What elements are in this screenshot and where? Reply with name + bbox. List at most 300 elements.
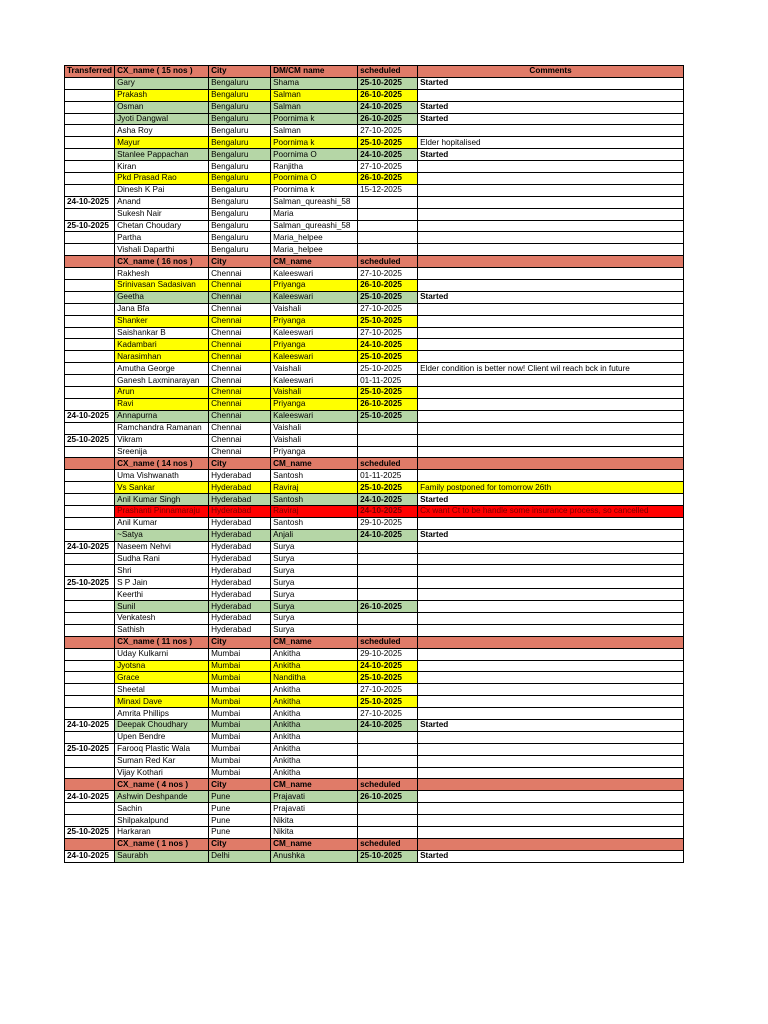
scheduled-cell[interactable]: 01-11-2025	[358, 470, 418, 482]
cx-name-cell[interactable]: Farooq Plastic Wala	[115, 743, 209, 755]
cm-name-cell[interactable]: Ankitha	[271, 743, 358, 755]
transferred-cell[interactable]	[65, 375, 115, 387]
column-header-cx-name[interactable]: CX_name ( 15 nos )	[115, 66, 209, 78]
scheduled-cell[interactable]: 24-10-2025	[358, 505, 418, 517]
city-cell[interactable]: Bengaluru	[209, 125, 271, 137]
city-cell[interactable]: Pune	[209, 791, 271, 803]
transferred-cell[interactable]	[65, 672, 115, 684]
scheduled-cell[interactable]: 25-10-2025	[358, 137, 418, 149]
city-cell[interactable]: Mumbai	[209, 696, 271, 708]
city-cell[interactable]: Bengaluru	[209, 137, 271, 149]
city-cell[interactable]: City	[209, 458, 271, 470]
comment-cell[interactable]: Started	[418, 149, 684, 161]
scheduled-cell[interactable]: 29-10-2025	[358, 648, 418, 660]
scheduled-cell[interactable]: scheduled	[358, 838, 418, 850]
comment-cell[interactable]	[418, 612, 684, 624]
cx-name-cell[interactable]: CX_name ( 11 nos )	[115, 636, 209, 648]
comment-cell[interactable]	[418, 184, 684, 196]
cx-name-cell[interactable]: Suman Red Kar	[115, 755, 209, 767]
cm-name-cell[interactable]: Vaishali	[271, 303, 358, 315]
cm-name-cell[interactable]: Nikita	[271, 827, 358, 839]
comment-cell[interactable]	[418, 791, 684, 803]
cm-name-cell[interactable]: Vaishali	[271, 387, 358, 399]
scheduled-cell[interactable]: 15-12-2025	[358, 184, 418, 196]
cm-name-cell[interactable]: Ankitha	[271, 696, 358, 708]
cm-name-cell[interactable]: Ankitha	[271, 708, 358, 720]
city-cell[interactable]: Bengaluru	[209, 184, 271, 196]
comment-cell[interactable]	[418, 173, 684, 185]
scheduled-cell[interactable]	[358, 434, 418, 446]
cm-name-cell[interactable]: Vaishali	[271, 363, 358, 375]
comment-cell[interactable]	[418, 232, 684, 244]
scheduled-cell[interactable]: 29-10-2025	[358, 517, 418, 529]
cx-name-cell[interactable]: Venkatesh	[115, 612, 209, 624]
city-cell[interactable]: Bengaluru	[209, 101, 271, 113]
comment-cell[interactable]	[418, 696, 684, 708]
scheduled-cell[interactable]: 27-10-2025	[358, 303, 418, 315]
comment-cell[interactable]	[418, 458, 684, 470]
transferred-cell[interactable]	[65, 589, 115, 601]
cm-name-cell[interactable]: Ankitha	[271, 648, 358, 660]
cx-name-cell[interactable]: Chetan Choudary	[115, 220, 209, 232]
comment-cell[interactable]	[418, 755, 684, 767]
scheduled-cell[interactable]	[358, 422, 418, 434]
cm-name-cell[interactable]: Surya	[271, 624, 358, 636]
city-cell[interactable]: City	[209, 779, 271, 791]
scheduled-cell[interactable]	[358, 767, 418, 779]
city-cell[interactable]: Bengaluru	[209, 196, 271, 208]
scheduled-cell[interactable]: 27-10-2025	[358, 684, 418, 696]
comment-cell[interactable]	[418, 779, 684, 791]
city-cell[interactable]: Bengaluru	[209, 149, 271, 161]
scheduled-cell[interactable]: 24-10-2025	[358, 494, 418, 506]
scheduled-cell[interactable]: 27-10-2025	[358, 708, 418, 720]
cx-name-cell[interactable]: Partha	[115, 232, 209, 244]
cm-name-cell[interactable]: Nanditha	[271, 672, 358, 684]
scheduled-cell[interactable]	[358, 232, 418, 244]
comment-cell[interactable]	[418, 815, 684, 827]
cx-name-cell[interactable]: Stanlee Pappachan	[115, 149, 209, 161]
cm-name-cell[interactable]: Raviraj	[271, 505, 358, 517]
cx-name-cell[interactable]: Saishankar B	[115, 327, 209, 339]
city-cell[interactable]: Chennai	[209, 280, 271, 292]
cm-name-cell[interactable]: Anjali	[271, 529, 358, 541]
scheduled-cell[interactable]: 25-10-2025	[358, 410, 418, 422]
cm-name-cell[interactable]: CM_name	[271, 256, 358, 268]
scheduled-cell[interactable]: 27-10-2025	[358, 327, 418, 339]
scheduled-cell[interactable]: scheduled	[358, 458, 418, 470]
cm-name-cell[interactable]: Maria_helpee	[271, 244, 358, 256]
comment-cell[interactable]	[418, 601, 684, 613]
comment-cell[interactable]	[418, 422, 684, 434]
scheduled-cell[interactable]	[358, 624, 418, 636]
transferred-cell[interactable]	[65, 446, 115, 458]
transferred-cell[interactable]	[65, 529, 115, 541]
scheduled-cell[interactable]: 26-10-2025	[358, 280, 418, 292]
transferred-cell[interactable]	[65, 458, 115, 470]
transferred-cell[interactable]	[65, 173, 115, 185]
comment-cell[interactable]	[418, 89, 684, 101]
comment-cell[interactable]	[418, 803, 684, 815]
cm-name-cell[interactable]: Ankitha	[271, 755, 358, 767]
scheduled-cell[interactable]: 24-10-2025	[358, 149, 418, 161]
scheduled-cell[interactable]: 25-10-2025	[358, 672, 418, 684]
city-cell[interactable]: Hyderabad	[209, 612, 271, 624]
cx-name-cell[interactable]: Upen Bendre	[115, 731, 209, 743]
comment-cell[interactable]: Started	[418, 77, 684, 89]
transferred-cell[interactable]	[65, 184, 115, 196]
cx-name-cell[interactable]: Kiran	[115, 161, 209, 173]
scheduled-cell[interactable]	[358, 553, 418, 565]
scheduled-cell[interactable]	[358, 612, 418, 624]
city-cell[interactable]: Mumbai	[209, 660, 271, 672]
city-cell[interactable]: Mumbai	[209, 684, 271, 696]
transferred-cell[interactable]	[65, 303, 115, 315]
city-cell[interactable]: Mumbai	[209, 755, 271, 767]
city-cell[interactable]: Pune	[209, 827, 271, 839]
scheduled-cell[interactable]: scheduled	[358, 636, 418, 648]
cm-name-cell[interactable]: Surya	[271, 589, 358, 601]
cx-name-cell[interactable]: CX_name ( 16 nos )	[115, 256, 209, 268]
cm-name-cell[interactable]: Kaleeswari	[271, 327, 358, 339]
cm-name-cell[interactable]: Prajavati	[271, 791, 358, 803]
comment-cell[interactable]: Started	[418, 529, 684, 541]
cm-name-cell[interactable]: Vaishali	[271, 422, 358, 434]
transferred-cell[interactable]: 25-10-2025	[65, 577, 115, 589]
cx-name-cell[interactable]: Minaxi Dave	[115, 696, 209, 708]
comment-cell[interactable]	[418, 327, 684, 339]
transferred-cell[interactable]: 24-10-2025	[65, 719, 115, 731]
scheduled-cell[interactable]: 24-10-2025	[358, 339, 418, 351]
scheduled-cell[interactable]: 25-10-2025	[358, 77, 418, 89]
scheduled-cell[interactable]	[358, 244, 418, 256]
city-cell[interactable]: City	[209, 838, 271, 850]
scheduled-cell[interactable]: 24-10-2025	[358, 529, 418, 541]
cm-name-cell[interactable]: Anushka	[271, 850, 358, 862]
scheduled-cell[interactable]: 26-10-2025	[358, 398, 418, 410]
city-cell[interactable]: Hyderabad	[209, 624, 271, 636]
transferred-cell[interactable]	[65, 505, 115, 517]
city-cell[interactable]: Chennai	[209, 351, 271, 363]
transferred-cell[interactable]	[65, 494, 115, 506]
comment-cell[interactable]	[418, 470, 684, 482]
column-header-city[interactable]: City	[209, 66, 271, 78]
comment-cell[interactable]	[418, 339, 684, 351]
city-cell[interactable]: Bengaluru	[209, 208, 271, 220]
cm-name-cell[interactable]: Nikita	[271, 815, 358, 827]
cx-name-cell[interactable]: Keerthi	[115, 589, 209, 601]
cm-name-cell[interactable]: Salman	[271, 101, 358, 113]
transferred-cell[interactable]	[65, 77, 115, 89]
cm-name-cell[interactable]: Priyanga	[271, 446, 358, 458]
column-header-scheduled[interactable]: scheduled	[358, 66, 418, 78]
city-cell[interactable]: Hyderabad	[209, 482, 271, 494]
comment-cell[interactable]	[418, 648, 684, 660]
city-cell[interactable]: Chennai	[209, 422, 271, 434]
city-cell[interactable]: Bengaluru	[209, 77, 271, 89]
scheduled-cell[interactable]: 24-10-2025	[358, 101, 418, 113]
city-cell[interactable]: Chennai	[209, 375, 271, 387]
city-cell[interactable]: Chennai	[209, 268, 271, 280]
city-cell[interactable]: Chennai	[209, 327, 271, 339]
scheduled-cell[interactable]: 26-10-2025	[358, 791, 418, 803]
cx-name-cell[interactable]: CX_name ( 1 nos )	[115, 838, 209, 850]
cx-name-cell[interactable]: Osman	[115, 101, 209, 113]
cx-name-cell[interactable]: Jyotsna	[115, 660, 209, 672]
city-cell[interactable]: Bengaluru	[209, 232, 271, 244]
transferred-cell[interactable]	[65, 601, 115, 613]
city-cell[interactable]: City	[209, 256, 271, 268]
cx-name-cell[interactable]: Dinesh K Pai	[115, 184, 209, 196]
city-cell[interactable]: Mumbai	[209, 743, 271, 755]
transferred-cell[interactable]	[65, 351, 115, 363]
cm-name-cell[interactable]: Salman	[271, 125, 358, 137]
comment-cell[interactable]	[418, 743, 684, 755]
cm-name-cell[interactable]: CM_name	[271, 458, 358, 470]
cm-name-cell[interactable]: Surya	[271, 541, 358, 553]
scheduled-cell[interactable]	[358, 815, 418, 827]
comment-cell[interactable]: Elder condition is better now! Client wil reach bck in future	[418, 363, 684, 375]
transferred-cell[interactable]	[65, 636, 115, 648]
comment-cell[interactable]	[418, 220, 684, 232]
cx-name-cell[interactable]: Ashwin Deshpande	[115, 791, 209, 803]
cx-name-cell[interactable]: Ganesh Laxminarayan	[115, 375, 209, 387]
scheduled-cell[interactable]: 26-10-2025	[358, 173, 418, 185]
transferred-cell[interactable]: 24-10-2025	[65, 196, 115, 208]
scheduled-cell[interactable]	[358, 803, 418, 815]
cx-name-cell[interactable]: Mayur	[115, 137, 209, 149]
column-header-cm-name[interactable]: DM/CM name	[271, 66, 358, 78]
cx-name-cell[interactable]: Naseem Nehvi	[115, 541, 209, 553]
comment-cell[interactable]	[418, 589, 684, 601]
city-cell[interactable]: Hyderabad	[209, 505, 271, 517]
column-header-transferred[interactable]: Transferred	[65, 66, 115, 78]
comment-cell[interactable]: Started	[418, 113, 684, 125]
transferred-cell[interactable]	[65, 101, 115, 113]
scheduled-cell[interactable]	[358, 565, 418, 577]
comment-cell[interactable]	[418, 375, 684, 387]
scheduled-cell[interactable]: 25-10-2025	[358, 363, 418, 375]
cm-name-cell[interactable]: Priyanga	[271, 315, 358, 327]
city-cell[interactable]: Hyderabad	[209, 541, 271, 553]
comment-cell[interactable]: Cx want Ct to be handle some insurance process, so cancelled	[418, 505, 684, 517]
cm-name-cell[interactable]: Salman	[271, 89, 358, 101]
cx-name-cell[interactable]: Jyoti Dangwal	[115, 113, 209, 125]
scheduled-cell[interactable]: 25-10-2025	[358, 696, 418, 708]
comment-cell[interactable]	[418, 268, 684, 280]
cm-name-cell[interactable]: Salman_qureashi_58	[271, 220, 358, 232]
cm-name-cell[interactable]: Santosh	[271, 494, 358, 506]
transferred-cell[interactable]	[65, 280, 115, 292]
transferred-cell[interactable]	[65, 232, 115, 244]
transferred-cell[interactable]	[65, 838, 115, 850]
city-cell[interactable]: Hyderabad	[209, 529, 271, 541]
scheduled-cell[interactable]: 25-10-2025	[358, 482, 418, 494]
scheduled-cell[interactable]: 27-10-2025	[358, 161, 418, 173]
scheduled-cell[interactable]	[358, 220, 418, 232]
transferred-cell[interactable]	[65, 708, 115, 720]
cm-name-cell[interactable]: Kaleeswari	[271, 410, 358, 422]
cx-name-cell[interactable]: Harkaran	[115, 827, 209, 839]
comment-cell[interactable]: Started	[418, 850, 684, 862]
scheduled-cell[interactable]: 26-10-2025	[358, 113, 418, 125]
cx-name-cell[interactable]: Saurabh	[115, 850, 209, 862]
city-cell[interactable]: Hyderabad	[209, 517, 271, 529]
transferred-cell[interactable]	[65, 470, 115, 482]
transferred-cell[interactable]	[65, 244, 115, 256]
comment-cell[interactable]	[418, 161, 684, 173]
transferred-cell[interactable]	[65, 803, 115, 815]
transferred-cell[interactable]: 24-10-2025	[65, 791, 115, 803]
cx-name-cell[interactable]: Geetha	[115, 291, 209, 303]
scheduled-cell[interactable]: 01-11-2025	[358, 375, 418, 387]
city-cell[interactable]: Hyderabad	[209, 601, 271, 613]
scheduled-cell[interactable]: 25-10-2025	[358, 291, 418, 303]
transferred-cell[interactable]	[65, 612, 115, 624]
comment-cell[interactable]	[418, 280, 684, 292]
column-header-comments[interactable]: Comments	[418, 66, 684, 78]
cm-name-cell[interactable]: Priyanga	[271, 398, 358, 410]
transferred-cell[interactable]	[65, 422, 115, 434]
transferred-cell[interactable]	[65, 624, 115, 636]
cx-name-cell[interactable]: ~Satya	[115, 529, 209, 541]
scheduled-cell[interactable]	[358, 541, 418, 553]
city-cell[interactable]: Bengaluru	[209, 89, 271, 101]
comment-cell[interactable]	[418, 636, 684, 648]
cm-name-cell[interactable]: CM_name	[271, 636, 358, 648]
comment-cell[interactable]	[418, 244, 684, 256]
cx-name-cell[interactable]: Shri	[115, 565, 209, 577]
scheduled-cell[interactable]: 25-10-2025	[358, 850, 418, 862]
cx-name-cell[interactable]: Shilpakalpund	[115, 815, 209, 827]
cm-name-cell[interactable]: Shama	[271, 77, 358, 89]
transferred-cell[interactable]	[65, 291, 115, 303]
transferred-cell[interactable]: 25-10-2025	[65, 827, 115, 839]
city-cell[interactable]: Hyderabad	[209, 553, 271, 565]
cm-name-cell[interactable]: Surya	[271, 577, 358, 589]
city-cell[interactable]: Chennai	[209, 446, 271, 458]
cx-name-cell[interactable]: Deepak Choudhary	[115, 719, 209, 731]
comment-cell[interactable]	[418, 351, 684, 363]
cm-name-cell[interactable]: Kaleeswari	[271, 291, 358, 303]
cm-name-cell[interactable]: Prajavati	[271, 803, 358, 815]
city-cell[interactable]: Delhi	[209, 850, 271, 862]
cx-name-cell[interactable]: Sreenija	[115, 446, 209, 458]
cm-name-cell[interactable]: Ankitha	[271, 767, 358, 779]
cx-name-cell[interactable]: Prashanti Pinnamaraju	[115, 505, 209, 517]
comment-cell[interactable]	[418, 387, 684, 399]
comment-cell[interactable]	[418, 565, 684, 577]
cm-name-cell[interactable]: Maria	[271, 208, 358, 220]
scheduled-cell[interactable]: 27-10-2025	[358, 268, 418, 280]
scheduled-cell[interactable]	[358, 577, 418, 589]
scheduled-cell[interactable]	[358, 446, 418, 458]
transferred-cell[interactable]: 25-10-2025	[65, 220, 115, 232]
cx-name-cell[interactable]: Srinivasan Sadasivan	[115, 280, 209, 292]
cx-name-cell[interactable]: Kadambari	[115, 339, 209, 351]
transferred-cell[interactable]	[65, 387, 115, 399]
cx-name-cell[interactable]: Rakhesh	[115, 268, 209, 280]
city-cell[interactable]: Chennai	[209, 303, 271, 315]
city-cell[interactable]: Hyderabad	[209, 565, 271, 577]
cm-name-cell[interactable]: Raviraj	[271, 482, 358, 494]
cm-name-cell[interactable]: Poornima O	[271, 149, 358, 161]
cm-name-cell[interactable]: Surya	[271, 553, 358, 565]
transferred-cell[interactable]	[65, 137, 115, 149]
cx-name-cell[interactable]: Amrita Phillips	[115, 708, 209, 720]
transferred-cell[interactable]	[65, 113, 115, 125]
comment-cell[interactable]	[418, 553, 684, 565]
city-cell[interactable]: Mumbai	[209, 708, 271, 720]
comment-cell[interactable]	[418, 672, 684, 684]
cm-name-cell[interactable]: CM_name	[271, 838, 358, 850]
cm-name-cell[interactable]: Ankitha	[271, 731, 358, 743]
scheduled-cell[interactable]: 24-10-2025	[358, 660, 418, 672]
city-cell[interactable]: Bengaluru	[209, 161, 271, 173]
transferred-cell[interactable]	[65, 363, 115, 375]
cx-name-cell[interactable]: Vijay Kothari	[115, 767, 209, 779]
cm-name-cell[interactable]: Surya	[271, 612, 358, 624]
transferred-cell[interactable]	[65, 696, 115, 708]
comment-cell[interactable]	[418, 446, 684, 458]
scheduled-cell[interactable]: 25-10-2025	[358, 351, 418, 363]
cx-name-cell[interactable]: Sachin	[115, 803, 209, 815]
scheduled-cell[interactable]	[358, 743, 418, 755]
scheduled-cell[interactable]: 25-10-2025	[358, 387, 418, 399]
comment-cell[interactable]	[418, 434, 684, 446]
comment-cell[interactable]: Started	[418, 494, 684, 506]
comment-cell[interactable]	[418, 660, 684, 672]
transferred-cell[interactable]	[65, 565, 115, 577]
cx-name-cell[interactable]: Shanker	[115, 315, 209, 327]
comment-cell[interactable]: Started	[418, 101, 684, 113]
city-cell[interactable]: Mumbai	[209, 719, 271, 731]
cm-name-cell[interactable]: Kaleeswari	[271, 375, 358, 387]
cx-name-cell[interactable]: Jana Bfa	[115, 303, 209, 315]
cm-name-cell[interactable]: Surya	[271, 565, 358, 577]
comment-cell[interactable]	[418, 410, 684, 422]
cx-name-cell[interactable]: Anil Kumar Singh	[115, 494, 209, 506]
scheduled-cell[interactable]	[358, 208, 418, 220]
cm-name-cell[interactable]: Poornima k	[271, 137, 358, 149]
transferred-cell[interactable]	[65, 684, 115, 696]
scheduled-cell[interactable]	[358, 827, 418, 839]
cx-name-cell[interactable]: Uma Vishwanath	[115, 470, 209, 482]
cx-name-cell[interactable]: S P Jain	[115, 577, 209, 589]
cm-name-cell[interactable]: CM_name	[271, 779, 358, 791]
transferred-cell[interactable]	[65, 327, 115, 339]
cm-name-cell[interactable]: Santosh	[271, 517, 358, 529]
comment-cell[interactable]	[418, 196, 684, 208]
cx-name-cell[interactable]: Narasimhan	[115, 351, 209, 363]
city-cell[interactable]: Hyderabad	[209, 494, 271, 506]
cx-name-cell[interactable]: Vs Sankar	[115, 482, 209, 494]
transferred-cell[interactable]	[65, 339, 115, 351]
transferred-cell[interactable]: 25-10-2025	[65, 743, 115, 755]
city-cell[interactable]: Pune	[209, 815, 271, 827]
transferred-cell[interactable]	[65, 208, 115, 220]
comment-cell[interactable]	[418, 731, 684, 743]
transferred-cell[interactable]	[65, 149, 115, 161]
comment-cell[interactable]	[418, 315, 684, 327]
cx-name-cell[interactable]: Sheetal	[115, 684, 209, 696]
scheduled-cell[interactable]	[358, 196, 418, 208]
comment-cell[interactable]	[418, 827, 684, 839]
comment-cell[interactable]	[418, 256, 684, 268]
scheduled-cell[interactable]: 24-10-2025	[358, 719, 418, 731]
transferred-cell[interactable]	[65, 125, 115, 137]
cx-name-cell[interactable]: Pkd Prasad Rao	[115, 173, 209, 185]
